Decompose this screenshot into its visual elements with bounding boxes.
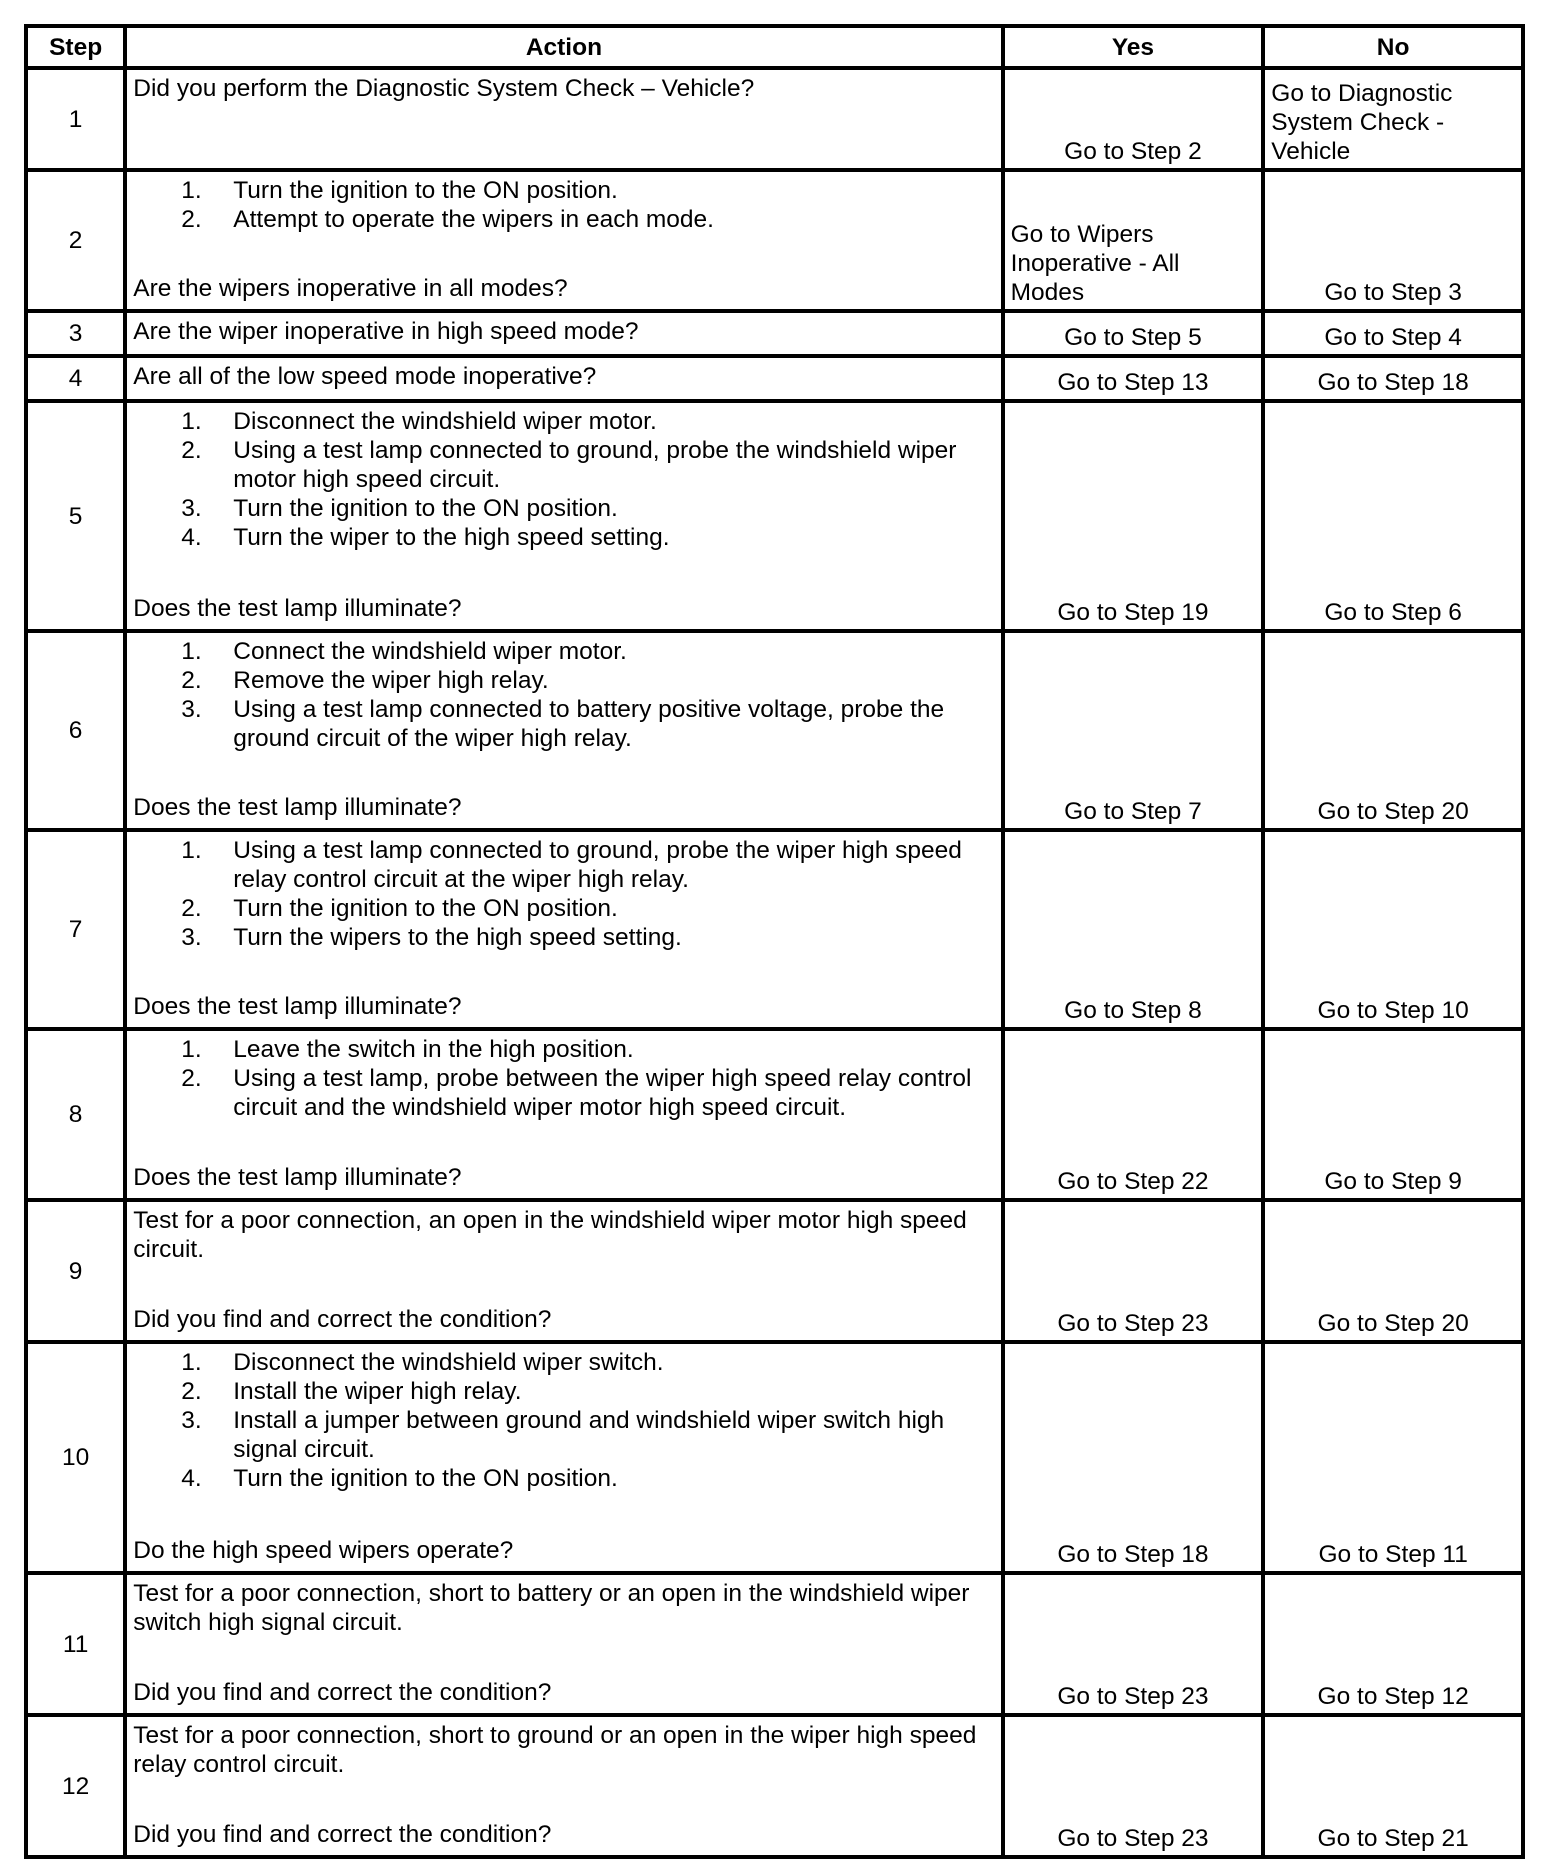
substep-text: Using a test lamp connected to ground, probe the wiper high speed relay control circuit at the wiper high relay. [233,837,962,893]
substep-text: Turn the ignition to the ON position. [233,495,618,522]
substep-item [133,695,994,753]
substep-item [133,1035,994,1064]
action-cell [125,68,1002,170]
substep-item [133,1377,994,1406]
header-no: No [1263,26,1523,68]
table-row [26,1342,1523,1573]
substep-number: 2. [181,206,202,233]
yes-result: Go to Step 23 [1003,1573,1264,1715]
substep-item [133,1348,994,1377]
no-result: Go to Step 10 [1263,830,1523,1029]
substep-item [133,1064,994,1122]
substep-text: Connect the windshield wiper motor. [233,638,627,665]
substep-number: 3. [181,495,202,522]
header-yes: Yes [1003,26,1264,68]
substep-number: 3. [181,1407,202,1434]
substep-number: 4. [181,1465,202,1492]
action-question: Are the wiper inoperative in high speed mode? [133,318,639,345]
table-row [26,356,1523,401]
step-number: 4 [26,356,125,401]
yes-result: Go to Wipers Inoperative - All Modes [1003,170,1264,311]
yes-result: Go to Step 22 [1003,1029,1264,1200]
action-cell [125,1715,1002,1857]
step-number: 5 [26,401,125,631]
table-row [26,631,1523,830]
header-row [26,26,1523,68]
step-number: 10 [26,1342,125,1573]
substep-number: 1. [181,408,202,435]
step-number: 7 [26,830,125,1029]
yes-result: Go to Step 19 [1003,401,1264,631]
substep-text: Turn the wiper to the high speed setting. [233,524,670,551]
action-cell [125,356,1002,401]
substep-text: Leave the switch in the high position. [233,1036,634,1063]
no-result: Go to Step 6 [1263,401,1523,631]
action-question: Does the test lamp illuminate? [133,993,462,1020]
step-number: 12 [26,1715,125,1857]
yes-result: Go to Step 8 [1003,830,1264,1029]
header-action: Action [125,26,1002,68]
substep-list [133,1035,994,1122]
substep-list [133,407,994,552]
no-result: Go to Step 18 [1263,356,1523,401]
substep-number: 2. [181,1378,202,1405]
table-row [26,1029,1523,1200]
substep-item [133,176,994,205]
no-result: Go to Step 11 [1263,1342,1523,1573]
no-result: Go to Step 20 [1263,631,1523,830]
action-cell [125,311,1002,356]
action-intro: Test for a poor connection, short to battery or an open in the windshield wiper switch high signal circuit. [133,1580,970,1636]
no-result: Go to Step 9 [1263,1029,1523,1200]
action-question: Did you find and correct the condition? [133,1679,552,1706]
action-question: Did you find and correct the condition? [133,1306,552,1333]
action-question: Does the test lamp illuminate? [133,595,462,622]
substep-item [133,494,994,523]
action-cell [125,1029,1002,1200]
step-number: 9 [26,1200,125,1342]
substep-item [133,523,994,552]
yes-result: Go to Step 23 [1003,1200,1264,1342]
substep-number: 3. [181,924,202,951]
action-question: Are the wipers inoperative in all modes? [133,275,568,302]
substep-item [133,436,994,494]
yes-result: Go to Step 7 [1003,631,1264,830]
step-number: 8 [26,1029,125,1200]
table-row [26,1200,1523,1342]
table-body [26,68,1523,1857]
substep-number: 1. [181,177,202,204]
substep-number: 2. [181,1065,202,1092]
action-question: Did you perform the Diagnostic System Check – Vehicle? [133,75,755,102]
table-row [26,830,1523,1029]
substep-item [133,1464,994,1493]
action-question: Do the high speed wipers operate? [133,1537,514,1564]
step-number: 2 [26,170,125,311]
no-result: Go to Step 3 [1263,170,1523,311]
substep-text: Disconnect the windshield wiper switch. [233,1349,664,1376]
substep-text: Install the wiper high relay. [233,1378,522,1405]
table-row [26,401,1523,631]
table-row [26,311,1523,356]
substep-number: 2. [181,437,202,464]
action-question: Does the test lamp illuminate? [133,1164,462,1191]
substep-item [133,666,994,695]
substep-text: Turn the ignition to the ON position. [233,177,618,204]
substep-list [133,836,994,952]
substep-list [133,1348,994,1493]
no-result: Go to Step 4 [1263,311,1523,356]
action-intro: Test for a poor connection, short to ground or an open in the wiper high speed relay control circuit. [133,1722,977,1778]
action-cell [125,170,1002,311]
substep-item [133,894,994,923]
substep-text: Using a test lamp connected to battery positive voltage, probe the ground circuit of the wiper high relay. [233,696,945,752]
no-result: Go to Diagnostic System Check - Vehicle [1263,68,1523,170]
table-row [26,170,1523,311]
substep-text: Using a test lamp connected to ground, probe the windshield wiper motor high speed circuit. [233,437,957,493]
action-cell [125,1573,1002,1715]
yes-result: Go to Step 18 [1003,1342,1264,1573]
substep-text: Using a test lamp, probe between the wiper high speed relay control circuit and the windshield wiper motor high speed circuit. [233,1065,972,1121]
no-result: Go to Step 20 [1263,1200,1523,1342]
substep-text: Remove the wiper high relay. [233,667,549,694]
yes-result: Go to Step 5 [1003,311,1264,356]
no-result: Go to Step 12 [1263,1573,1523,1715]
action-cell [125,631,1002,830]
substep-text: Attempt to operate the wipers in each mode. [233,206,714,233]
substep-number: 2. [181,667,202,694]
action-cell [125,1200,1002,1342]
header-step: Step [26,26,125,68]
yes-result: Go to Step 2 [1003,68,1264,170]
substep-item [133,637,994,666]
substep-number: 3. [181,696,202,723]
action-question: Did you find and correct the condition? [133,1821,552,1848]
substep-number: 1. [181,638,202,665]
yes-result: Go to Step 13 [1003,356,1264,401]
table-row [26,68,1523,170]
action-cell [125,1342,1002,1573]
step-number: 3 [26,311,125,356]
action-question: Does the test lamp illuminate? [133,794,462,821]
yes-result: Go to Step 23 [1003,1715,1264,1857]
action-intro: Test for a poor connection, an open in the windshield wiper motor high speed circuit. [133,1207,967,1263]
substep-item [133,407,994,436]
substep-item [133,205,994,234]
substep-item [133,836,994,894]
substep-number: 1. [181,1036,202,1063]
substep-number: 4. [181,524,202,551]
substep-number: 1. [181,1349,202,1376]
substep-text: Turn the ignition to the ON position. [233,895,618,922]
substep-text: Disconnect the windshield wiper motor. [233,408,657,435]
substep-list [133,176,994,234]
table-row [26,1715,1523,1857]
substep-item [133,923,994,952]
table-row [26,1573,1523,1715]
substep-list [133,637,994,753]
step-number: 1 [26,68,125,170]
substep-number: 2. [181,895,202,922]
substep-text: Install a jumper between ground and windshield wiper switch high signal circuit. [233,1407,945,1463]
action-cell [125,401,1002,631]
substep-number: 1. [181,837,202,864]
action-cell [125,830,1002,1029]
step-number: 11 [26,1573,125,1715]
substep-text: Turn the wipers to the high speed setting. [233,924,682,951]
action-question: Are all of the low speed mode inoperative? [133,363,597,390]
no-result: Go to Step 21 [1263,1715,1523,1857]
substep-item [133,1406,994,1464]
step-number: 6 [26,631,125,830]
substep-text: Turn the ignition to the ON position. [233,1465,618,1492]
diagnostic-table [24,24,1525,1859]
